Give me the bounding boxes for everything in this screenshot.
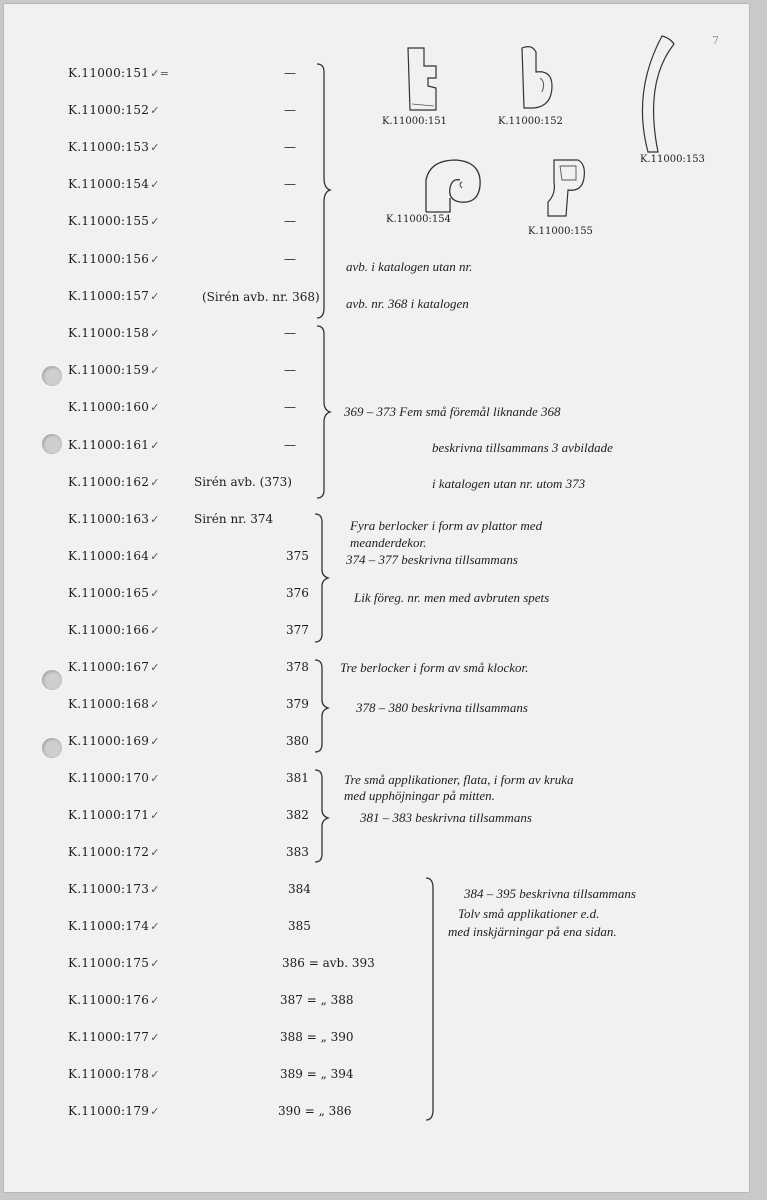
note-line: Tre små applikationer, flata, i form av kruka: [344, 772, 574, 787]
catalog-row: K.11000:154✓: [68, 177, 160, 191]
group-bracket: [424, 874, 440, 1124]
siren-number: 385: [288, 919, 311, 933]
siren-ref: Sirén avb. (373): [194, 475, 292, 489]
catalog-row: K.11000:175✓: [68, 956, 160, 970]
siren-number: 389 = „ 394: [280, 1067, 354, 1081]
catalog-row: K.11000:172✓: [68, 845, 160, 859]
group-bracket: [314, 60, 334, 322]
note-line: beskrivna tillsammans 3 avbildade: [432, 440, 613, 455]
catalog-row: K.11000:171✓: [68, 808, 160, 822]
catalog-row: K.11000:156✓: [68, 252, 160, 266]
note-line: Fyra berlocker i form av plattor med: [350, 518, 543, 533]
siren-number: 378: [286, 660, 309, 674]
catalog-row: K.11000:162✓: [68, 475, 160, 489]
sketch-caption: K.11000:152: [498, 116, 563, 127]
group-bracket: [312, 766, 332, 866]
catalog-row: K.11000:161✓: [68, 438, 160, 452]
siren-number: 387 = „ 388: [280, 993, 354, 1007]
catalog-row: K.11000:159✓: [68, 363, 160, 377]
siren-number: 379: [286, 697, 309, 711]
catalog-row: K.11000:176✓: [68, 993, 160, 1007]
sketch-caption: K.11000:151: [382, 116, 447, 127]
note-line: 381 – 383 beskrivna tillsammans: [360, 810, 532, 825]
note-line: 384 – 395 beskrivna tillsammans: [464, 886, 636, 901]
catalog-row: K.11000:177✓: [68, 1030, 160, 1044]
catalog-row: K.11000:153✓: [68, 140, 160, 154]
siren-number: 383: [286, 845, 309, 859]
catalog-row: K.11000:165✓: [68, 586, 160, 600]
dash-mark: —: [284, 438, 296, 452]
binder-hole: [42, 434, 62, 454]
dash-mark: —: [284, 363, 296, 377]
binder-hole: [42, 670, 62, 690]
sketch-object-155: [542, 154, 592, 224]
siren-ref: (Sirén avb. nr. 368): [202, 290, 320, 304]
sketch-object-154: [418, 154, 488, 216]
page-number: 7: [712, 34, 719, 47]
binder-hole: [42, 366, 62, 386]
sketch-caption: K.11000:155: [528, 226, 593, 237]
sketch-caption: K.11000:153: [640, 154, 705, 165]
dash-mark: —: [284, 214, 296, 228]
dash-mark: —: [284, 140, 296, 154]
sketch-caption: K.11000:154: [386, 214, 451, 225]
dash-mark: —: [284, 326, 296, 340]
note-line: meanderdekor.: [350, 535, 427, 550]
siren-number: 386 = avb. 393: [282, 956, 375, 970]
group-bracket: [312, 656, 332, 756]
sketch-object-152: [512, 42, 558, 112]
note-line: 369 – 373 Fem små föremål liknande 368: [344, 404, 561, 419]
catalog-row: K.11000:169✓: [68, 734, 160, 748]
catalog-row: K.11000:163✓: [68, 512, 160, 526]
siren-number: 384: [288, 882, 311, 896]
group-bracket: [314, 322, 334, 502]
sketch-object-153: [622, 32, 682, 156]
note-line: 374 – 377 beskrivna tillsammans: [346, 552, 518, 567]
catalog-row: K.11000:173✓: [68, 882, 160, 896]
siren-number: 382: [286, 808, 309, 822]
dash-mark: —: [284, 103, 296, 117]
binder-hole: [42, 738, 62, 758]
siren-number: 388 = „ 390: [280, 1030, 354, 1044]
note-line: Tolv små applikationer e.d.: [458, 906, 600, 921]
note-line: Tre berlocker i form av små klockor.: [340, 660, 529, 675]
siren-ref: Sirén nr. 374: [194, 512, 274, 526]
siren-number: 390 = „ 386: [278, 1104, 352, 1118]
siren-number: 375: [286, 549, 309, 563]
note-line: avb. nr. 368 i katalogen: [346, 296, 469, 311]
sketch-object-151: [402, 44, 444, 114]
note-line: avb. i katalogen utan nr.: [346, 259, 473, 274]
note-line: med inskjärningar på ena sidan.: [448, 924, 617, 939]
catalog-row: K.11000:152✓: [68, 103, 160, 117]
note-line: i katalogen utan nr. utom 373: [432, 476, 586, 491]
dash-mark: —: [284, 400, 296, 414]
siren-number: 376: [286, 586, 309, 600]
note-line: Lik föreg. nr. men med avbruten spets: [354, 590, 550, 605]
catalog-row: K.11000:178✓: [68, 1067, 160, 1081]
catalog-row: K.11000:160✓: [68, 400, 160, 414]
catalog-row: K.11000:166✓: [68, 623, 160, 637]
catalog-row: K.11000:167✓: [68, 660, 160, 674]
dash-mark: —: [284, 177, 296, 191]
dash-mark: —: [284, 252, 296, 266]
catalog-row: K.11000:170✓: [68, 771, 160, 785]
group-bracket: [312, 510, 332, 646]
catalog-row: K.11000:157✓: [68, 289, 160, 303]
siren-number: 380: [286, 734, 309, 748]
catalog-row: K.11000:155✓: [68, 214, 160, 228]
dash-mark: —: [284, 66, 296, 80]
siren-number: 377: [286, 623, 309, 637]
note-line: med upphöjningar på mitten.: [344, 788, 495, 803]
siren-number: 381: [286, 771, 309, 785]
catalog-row: K.11000:179✓: [68, 1104, 160, 1118]
catalog-row: K.11000:158✓: [68, 326, 160, 340]
catalog-row: K.11000:151✓=: [68, 66, 170, 80]
document-page: [4, 4, 749, 1192]
note-line: 378 – 380 beskrivna tillsammans: [356, 700, 528, 715]
catalog-row: K.11000:168✓: [68, 697, 160, 711]
catalog-row: K.11000:174✓: [68, 919, 160, 933]
catalog-row: K.11000:164✓: [68, 549, 160, 563]
